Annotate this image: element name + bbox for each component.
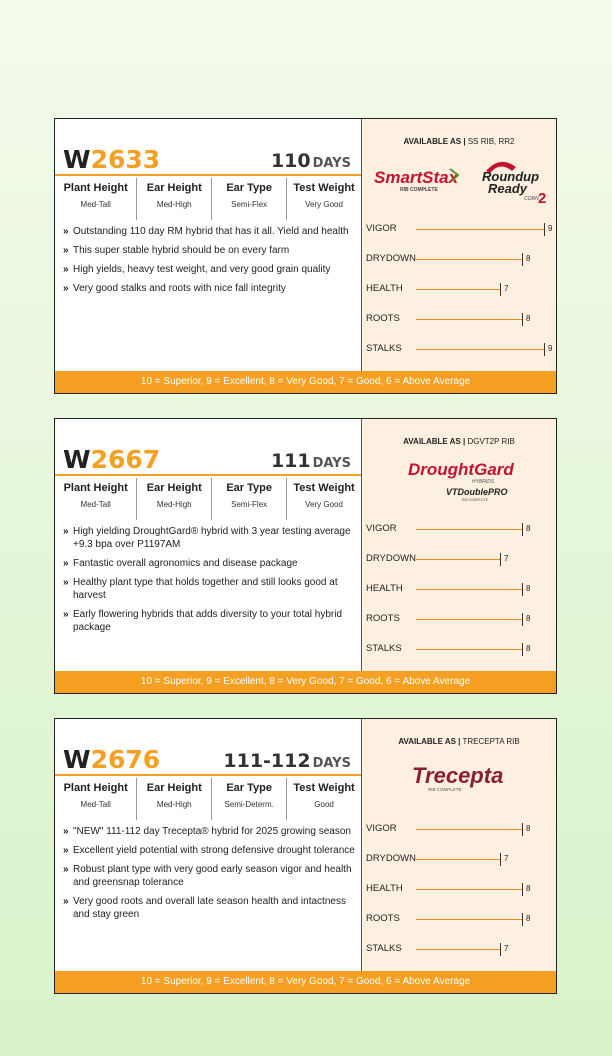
card-left-panel	[55, 419, 361, 672]
rating-stalks	[366, 640, 548, 670]
svg-text:RIB COMPLETE: RIB COMPLETE	[462, 498, 489, 502]
traits-row	[55, 478, 361, 520]
trait-test-weight	[286, 178, 361, 220]
hybrid-name	[63, 745, 160, 774]
trait-value: Good	[314, 800, 334, 809]
rating-drydown	[366, 850, 548, 880]
svg-text:2: 2	[538, 190, 547, 207]
rating-label: VIGOR	[366, 223, 397, 234]
rating-value: 8	[526, 584, 531, 593]
svg-text:HYBRIDS: HYBRIDS	[472, 479, 495, 485]
trait-plant-height	[55, 778, 136, 820]
card-right-panel	[361, 719, 556, 972]
smartstax-roundup-logos	[362, 153, 558, 213]
feature-item: » Early flowering hybrids that adds diversity to your total hybrid package	[63, 608, 355, 634]
rating-drydown	[366, 550, 548, 580]
trait-label: Ear Height	[146, 482, 202, 494]
ratings-chart	[366, 820, 548, 970]
feature-item: » Fantastic overall agronomics and disease package	[63, 557, 355, 570]
feature-item: » Excellent yield potential with strong defensive drought tolerance	[63, 844, 355, 857]
droughtgard-logo	[408, 460, 514, 485]
trecepta-logo-svg	[362, 753, 558, 813]
rating-label: HEALTH	[366, 883, 403, 894]
rating-bar	[416, 619, 522, 620]
rating-bar	[416, 349, 544, 350]
rating-value: 7	[504, 284, 509, 293]
rating-tick	[500, 553, 501, 566]
rating-tick	[522, 523, 523, 536]
days-label: DAYS	[312, 756, 351, 771]
ratings-chart	[366, 220, 553, 370]
trait-ear-height	[136, 778, 211, 820]
droughtgard-vt-logos	[362, 453, 558, 513]
rating-label: VIGOR	[366, 523, 397, 534]
rating-value: 8	[526, 254, 531, 263]
card-left-panel	[55, 119, 361, 372]
svg-text:VTDoublePRO: VTDoublePRO	[446, 487, 508, 497]
feature-item: » This super stable hybrid should be on every farm	[63, 244, 355, 257]
feature-item: » Very good roots and overall late season health and intactness and stay green	[63, 895, 355, 921]
rating-tick	[522, 313, 523, 326]
trait-value: Very Good	[305, 500, 343, 509]
rating-bar	[416, 649, 522, 650]
hybrid-name	[63, 145, 160, 174]
trait-value: Med-Tall	[80, 200, 111, 209]
relative-maturity	[271, 450, 351, 472]
trait-ear-type	[211, 778, 286, 820]
trecepta-logo	[412, 763, 503, 792]
rating-drydown	[366, 250, 548, 280]
feature-item: » High yielding DroughtGard® hybrid with 3 year testing average +9.3 bpa over P1197AM	[63, 525, 355, 551]
rating-value: 7	[504, 944, 509, 953]
divider	[55, 474, 361, 476]
name-prefix: W	[63, 745, 91, 774]
trait-value: Med-High	[156, 500, 192, 509]
rating-value: 8	[526, 644, 531, 653]
card-right-panel	[361, 419, 556, 672]
trait-label: Ear Height	[146, 782, 202, 794]
rating-tick	[522, 613, 523, 626]
rating-label: STALKS	[366, 643, 402, 654]
rating-roots	[366, 310, 548, 340]
name-prefix: W	[63, 145, 91, 174]
rating-bar	[416, 529, 522, 530]
rating-label: HEALTH	[366, 283, 403, 294]
trait-ear-type	[211, 178, 286, 220]
available-as	[362, 737, 556, 746]
svg-text:CORN: CORN	[524, 196, 539, 202]
rating-bar	[416, 259, 522, 260]
rating-health	[366, 880, 548, 910]
rating-tick	[544, 223, 545, 236]
rating-value: 8	[526, 824, 531, 833]
available-label: AVAILABLE AS |	[403, 137, 466, 146]
rating-value: 9	[548, 344, 553, 353]
rating-bar	[416, 829, 522, 830]
hybrid-card-w2676	[54, 718, 557, 994]
svg-text:Ready: Ready	[488, 181, 528, 196]
rating-label: ROOTS	[366, 313, 400, 324]
rating-health	[366, 280, 548, 310]
trait-test-weight	[286, 778, 361, 820]
rating-value: 8	[526, 314, 531, 323]
feature-item: » Healthy plant type that holds together and still looks good at harvest	[63, 576, 355, 602]
rating-label: STALKS	[366, 343, 402, 354]
card-right-panel	[361, 119, 556, 372]
rating-tick	[544, 343, 545, 356]
trait-value: Semi-Flex	[231, 200, 268, 209]
available-as	[362, 137, 556, 146]
rating-tick	[522, 823, 523, 836]
available-value: SS RIB, RR2	[467, 137, 515, 146]
rating-bar	[416, 559, 500, 560]
rating-tick	[500, 283, 501, 296]
rating-label: HEALTH	[366, 583, 403, 594]
svg-text:SmartStax: SmartStax	[374, 168, 459, 187]
rating-bar	[416, 319, 522, 320]
rating-bar	[416, 229, 544, 230]
trait-ear-height	[136, 178, 211, 220]
trait-logos	[362, 753, 556, 813]
trait-value: Med-Tall	[80, 800, 111, 809]
rating-roots	[366, 610, 548, 640]
rating-tick	[522, 583, 523, 596]
divider	[55, 174, 361, 176]
feature-item: » "NEW" 111-112 day Trecepta® hybrid for 2025 growing season	[63, 825, 355, 838]
rating-bar	[416, 289, 500, 290]
trait-test-weight	[286, 478, 361, 520]
trait-label: Ear Type	[226, 182, 272, 194]
rating-value: 7	[504, 854, 509, 863]
trait-label: Plant Height	[63, 482, 128, 494]
card-left-panel	[55, 719, 361, 972]
available-value: TRECEPTA RIB	[462, 737, 520, 746]
rating-health	[366, 580, 548, 610]
feature-list	[63, 525, 355, 640]
rating-bar	[416, 949, 500, 950]
feature-item: » Very good stalks and roots with nice fall integrity	[63, 282, 355, 295]
feature-item: » High yields, heavy test weight, and very good grain quality	[63, 263, 355, 276]
days-label: DAYS	[312, 456, 351, 471]
trait-ear-height	[136, 478, 211, 520]
days-number: 111	[270, 450, 311, 472]
traits-row	[55, 778, 361, 820]
trait-value: Semi-Flex	[231, 500, 268, 509]
trait-label: Ear Type	[226, 482, 272, 494]
available-label: AVAILABLE AS |	[398, 737, 461, 746]
trait-logos	[362, 453, 556, 513]
svg-text:Roundup: Roundup	[482, 169, 540, 184]
trait-label: Test Weight	[293, 182, 355, 194]
rating-value: 7	[504, 554, 509, 563]
rating-value: 8	[526, 614, 531, 623]
trait-value: Semi-Determ.	[224, 800, 274, 809]
hybrid-card-w2667	[54, 418, 557, 694]
divider	[55, 774, 361, 776]
trait-label: Plant Height	[63, 182, 128, 194]
roundup-ready-2-logo	[482, 162, 546, 207]
rating-value: 8	[526, 914, 531, 923]
hybrid-name	[63, 445, 160, 474]
rating-tick	[500, 943, 501, 956]
svg-text:RIB COMPLETE: RIB COMPLETE	[400, 187, 438, 193]
trait-logos	[362, 153, 556, 213]
rating-tick	[522, 643, 523, 656]
rating-scale-footer: 10 = Superior, 9 = Excellent, 8 = Very Good, 7 = Good, 6 = Above Average	[55, 971, 556, 993]
rating-roots	[366, 910, 548, 940]
rating-value: 9	[548, 224, 553, 233]
name-number: 2676	[90, 745, 161, 774]
rating-vigor	[366, 220, 553, 250]
trait-plant-height	[55, 178, 136, 220]
feature-item: » Robust plant type with very good early season vigor and health and greensnap tolerance	[63, 863, 355, 889]
rating-tick	[522, 913, 523, 926]
rating-tick	[500, 853, 501, 866]
rating-label: ROOTS	[366, 913, 400, 924]
rating-vigor	[366, 820, 548, 850]
svg-text:RIB COMPLETE: RIB COMPLETE	[428, 787, 462, 792]
rating-label: STALKS	[366, 943, 402, 954]
rating-bar	[416, 859, 500, 860]
trait-value: Very Good	[305, 200, 343, 209]
vt-double-pro-logo	[446, 487, 508, 502]
rating-tick	[522, 883, 523, 896]
rating-label: DRYDOWN	[366, 253, 416, 264]
svg-text:Trecepta: Trecepta	[412, 763, 504, 788]
ratings-chart	[366, 520, 548, 670]
rating-scale-footer: 10 = Superior, 9 = Excellent, 8 = Very Good, 7 = Good, 6 = Above Average	[55, 671, 556, 693]
rating-scale-footer: 10 = Superior, 9 = Excellent, 8 = Very Good, 7 = Good, 6 = Above Average	[55, 371, 556, 393]
trait-ear-type	[211, 478, 286, 520]
svg-text:DroughtGard: DroughtGard	[408, 460, 514, 479]
feature-item: » Outstanding 110 day RM hybrid that has it all. Yield and health	[63, 225, 355, 238]
rating-stalks	[366, 940, 548, 970]
days-label: DAYS	[312, 156, 351, 171]
rating-vigor	[366, 520, 548, 550]
trait-value: Med-Tall	[80, 500, 111, 509]
rating-tick	[522, 253, 523, 266]
rating-label: DRYDOWN	[366, 553, 416, 564]
available-value: DGVT2P RIB	[467, 437, 515, 446]
trait-value: Med-High	[156, 800, 192, 809]
trait-label: Plant Height	[63, 782, 128, 794]
trait-value: Med-High	[156, 200, 192, 209]
rating-stalks	[366, 340, 553, 370]
smartstax-logo	[374, 168, 460, 193]
rating-bar	[416, 919, 522, 920]
rating-label: VIGOR	[366, 823, 397, 834]
trait-label: Test Weight	[293, 782, 355, 794]
traits-row	[55, 178, 361, 220]
relative-maturity	[223, 750, 351, 772]
name-prefix: W	[63, 445, 91, 474]
feature-list	[63, 225, 355, 301]
rating-value: 8	[526, 524, 531, 533]
relative-maturity	[271, 150, 351, 172]
trait-label: Ear Height	[146, 182, 202, 194]
rating-bar	[416, 589, 522, 590]
available-label: AVAILABLE AS |	[403, 437, 466, 446]
available-as	[362, 437, 556, 446]
name-number: 2633	[90, 145, 161, 174]
hybrid-card-w2633	[54, 118, 557, 394]
trait-label: Test Weight	[293, 482, 355, 494]
rating-label: DRYDOWN	[366, 853, 416, 864]
rating-label: ROOTS	[366, 613, 400, 624]
rating-bar	[416, 889, 522, 890]
trait-label: Ear Type	[226, 782, 272, 794]
days-number: 111-112	[223, 750, 311, 772]
feature-list	[63, 825, 355, 927]
name-number: 2667	[90, 445, 161, 474]
rating-value: 8	[526, 884, 531, 893]
trait-plant-height	[55, 478, 136, 520]
days-number: 110	[270, 150, 311, 172]
